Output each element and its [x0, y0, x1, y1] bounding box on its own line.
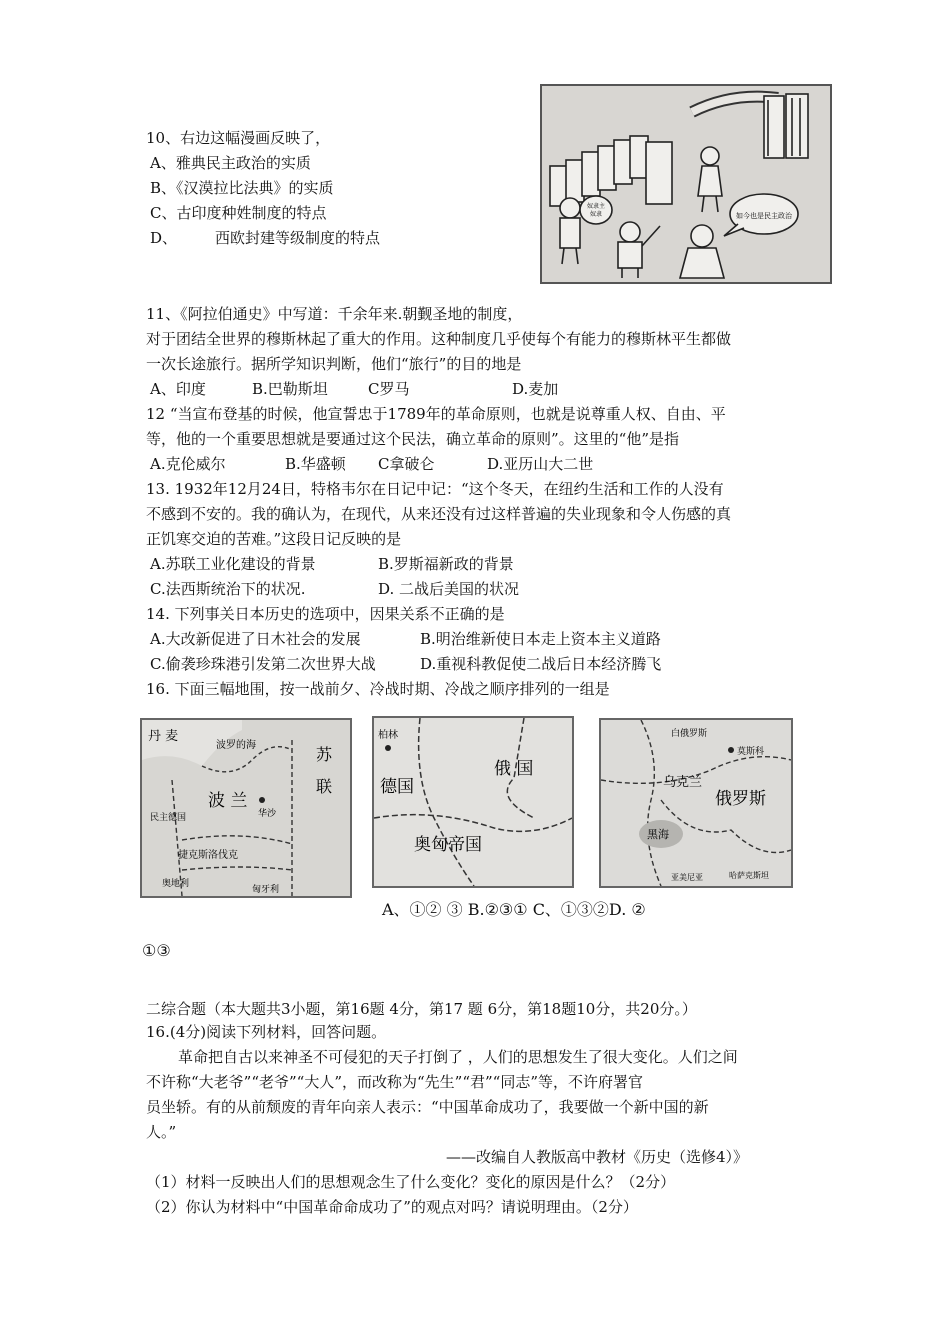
q12-option-c: C拿破仑	[378, 455, 435, 473]
map1-label-denmark: 丹 麦	[148, 729, 179, 744]
map1-label-warsaw: 华沙	[258, 809, 277, 819]
map1-label-baltic: 波罗的海	[216, 740, 256, 751]
q10-cartoon-image	[540, 84, 832, 284]
map1-label-lian: 联	[316, 777, 333, 796]
map3-label-moscow: 莫斯科	[737, 747, 765, 757]
map1-label-gdr: 民主德国	[150, 813, 187, 823]
q12-option-d: D.亚历山大二世	[487, 455, 594, 473]
q10-option-a: A、雅典民主政治的实质	[150, 154, 311, 172]
map1-label-poland: 波 兰	[208, 791, 248, 811]
material-line-3: 员坐轿。有的从前颓废的青年向亲人表示：“中国革命成功了，我要做一个新中国的新	[146, 1098, 709, 1116]
map3-label-russia: 俄罗斯	[715, 789, 766, 809]
material-source: ——改编自人教版高中教材《历史（选修4）》	[446, 1148, 749, 1166]
map1-label-austria: 奥地利	[162, 879, 190, 889]
q13-option-b: B.罗斯福新政的背景	[378, 555, 514, 573]
map3-label-black-sea: 黑海	[647, 828, 669, 841]
q11-option-c: C罗马	[368, 380, 410, 398]
cartoon-bubble-left: 奴隶主	[586, 203, 606, 210]
map-1	[140, 718, 352, 898]
q16-options-continued: ①③	[142, 941, 171, 960]
q14-option-b: B.明治维新使日本走上资本主义道路	[420, 630, 661, 648]
material-line-4: 人。”	[146, 1123, 177, 1141]
material-line-2: 不许称“大老爷”“老爷”“大人”，而改称为“先生”“君”“同志”等，不许府署官	[146, 1073, 644, 1091]
q10-option-c: C、古印度种姓制度的特点	[150, 204, 327, 222]
section2-q16-title: 16.(4分)阅读下列材料，回答问题。	[146, 1023, 387, 1041]
map3-label-armenia: 亚美尼亚	[671, 873, 703, 882]
map-2	[372, 716, 574, 888]
map2-label-berlin: 柏林	[378, 730, 398, 741]
cartoon-bubble-left-2: 奴隶	[589, 211, 603, 218]
map2-label-russia: 俄 国	[494, 759, 534, 779]
q14-option-c: C.偷袭珍珠港引发第二次世界大战	[150, 655, 376, 673]
map3-label-belarus: 白俄罗斯	[671, 729, 708, 739]
q11-option-a: A、印度	[150, 380, 206, 398]
sub-question-2: （2）你认为材料中“中国革命命成功了”的观点对吗？请说明理由。（2分）	[146, 1198, 638, 1216]
q14-option-d: D.重视科教促使二战后日本经济腾飞	[420, 655, 662, 673]
cartoon-bubble-right: 如今也是民主政治	[736, 212, 792, 220]
q10-option-b: B、《汉漠拉比法典》的实质	[150, 179, 334, 197]
q14-option-a: A.大改新促进了日木社会的发展	[150, 630, 361, 648]
q11-option-d: D.麦加	[512, 380, 559, 398]
q13-option-a: A.苏联工业化建设的背景	[150, 555, 316, 573]
map3-label-ukraine: 乌克兰	[663, 775, 703, 790]
map-3	[599, 718, 793, 888]
map2-label-germany: 德国	[380, 777, 414, 797]
q14-stem: 14. 下列事关日本历史的选项中，因果关系不正确的是	[146, 605, 505, 623]
q16-options: A、①② ③ B.②③① C、①③②D. ②	[382, 900, 646, 919]
q11-line-1: 11、《阿拉伯通史》中写道：千余年来.朝觐圣地的制度，	[146, 305, 523, 323]
q12-option-a: A.克伦威尔	[150, 455, 226, 473]
material-line-1: 革命把自古以来神圣不可侵犯的天子打倒了 ，人们的思想发生了很大变化。人们之间	[178, 1048, 738, 1066]
q13-line-3: 正饥寒交迫的苦难。”这段日记反映的是	[146, 530, 402, 548]
q12-option-b: B.华盛顿	[285, 455, 346, 473]
q13-line-1: 13. 1932年12月24日，特格韦尔在日记中记：“这个冬天，在纽约生活和工作的人没有	[146, 480, 724, 498]
map3-label-kazakhstan: 哈萨克斯坦	[729, 871, 769, 880]
q12-line-1: 12 “当宣布登基的时候，他宣誓忠于1789年的革命原则，也就是说尊重人权、自由、平	[146, 405, 726, 423]
map1-label-hungary: 匈牙利	[252, 885, 280, 895]
q10-stem: 10、右边这幅漫画反映了，	[146, 129, 331, 147]
q13-line-2: 不感到不安的。我的确认为，在现代，从来还没有过这样普遍的失业现象和令人伤感的真	[146, 505, 732, 523]
q11-line-3: 一次长途旅行。据所学知识判断，他们“旅行”的目的地是	[146, 355, 522, 373]
map1-label-czech: 捷克斯洛伐克	[178, 850, 238, 861]
q13-option-c: C.法西斯统治下的状况.	[150, 580, 306, 598]
q10-option-d: D、 西欧封建等级制度的特点	[150, 229, 381, 247]
q11-option-b: B.巴勒斯坦	[252, 380, 328, 398]
map1-label-su: 苏	[316, 745, 333, 764]
q12-line-2: 等，他的一个重要思想就是要通过这个民法，确立革命的原则”。这里的“他”是指	[146, 430, 680, 448]
section2-header: 二综合题（本大题共3小题，第16题 4分，第17 题 6分，第18题10分，共20分。）	[146, 1000, 697, 1018]
map2-label-austria-hungary: 奥匈帝国	[414, 835, 482, 855]
q11-line-2: 对于团结全世界的穆斯林起了重大的作用。这种制度几乎使每个有能力的穆斯林平生都做	[146, 330, 732, 348]
q16-stem: 16. 下面三幅地围，按一战前夕、冷战时期、冷战之顺序排列的一组是	[146, 680, 610, 698]
sub-question-1: （1）材料一反映出人们的思想观念生了什么变化？变化的原因是什么？（2分）	[146, 1173, 676, 1191]
q13-option-d: D. 二战后美国的状况	[378, 580, 520, 598]
